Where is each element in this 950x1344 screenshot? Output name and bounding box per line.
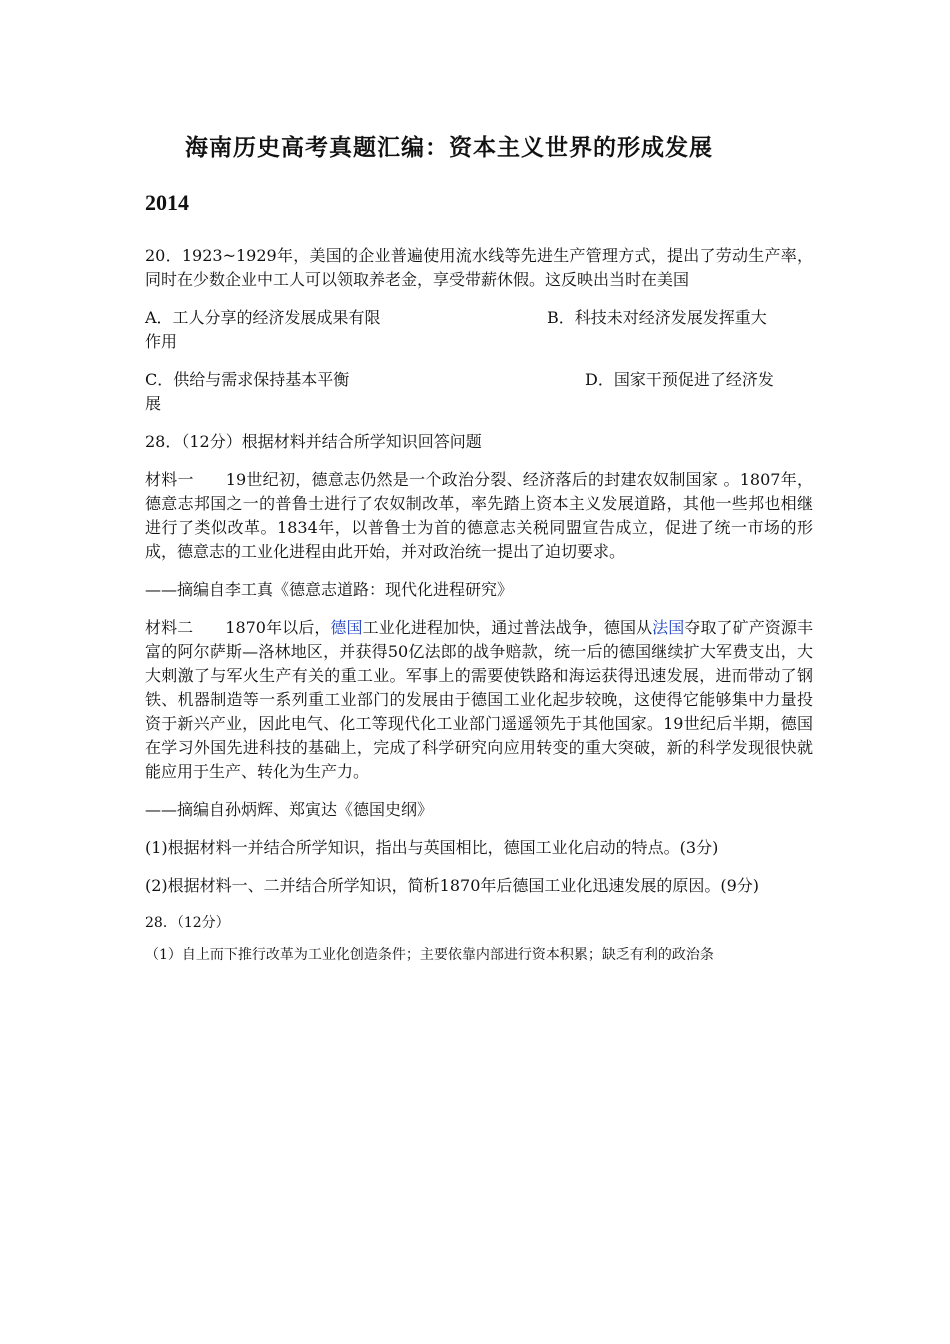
q20-option-d-wrap: 展 <box>145 394 162 413</box>
q28-source-1: ——摘编自李工真《德意志道路：现代化进程研究》 <box>145 580 514 599</box>
q28-material-1 <box>145 468 813 564</box>
answer-heading: 28．（12分） <box>145 915 230 931</box>
q20-stem: 20．1923~1929年，美国的企业普遍使用流水线等先进生产管理方式，提出了劳动生产率，同时在少数企业中工人可以领取养老金，享受带薪休假。这反映出当时在美国 <box>145 246 813 289</box>
q20-option-d: D．国家干预促进了经济发 <box>585 370 774 389</box>
q28-heading: 28．（12分）根据材料并结合所学知识回答问题 <box>145 432 482 451</box>
q28-sub-question-2: (2)根据材料一、二并结合所学知识，简析1870年后德国工业化迅速发展的原因。(9分) <box>145 876 760 895</box>
q20-option-b-wrap: 作用 <box>145 332 178 351</box>
q20-options-cd <box>145 368 813 416</box>
material-2-label: 材料二 <box>145 618 194 637</box>
document-page <box>145 128 813 976</box>
document-title: 海南历史高考真题汇编：资本主义世界的形成发展 <box>185 135 713 161</box>
link-france[interactable]: 法国 <box>652 618 685 637</box>
year-heading: 2014 <box>145 190 189 215</box>
link-germany[interactable]: 德国 <box>330 618 363 637</box>
q28-sub-question-1: (1)根据材料一并结合所学知识，指出与英国相比，德国工业化启动的特点。(3分) <box>145 838 719 857</box>
q20-option-a: A．工人分享的经济发展成果有限 <box>145 308 381 327</box>
answer-line-1: （1）自上而下推行改革为工业化创造条件；主要依靠内部进行资本积累；缺乏有利的政治条 <box>145 947 714 963</box>
q28-source-2: ——摘编自孙炳辉、郑寅达《德国史纲》 <box>145 800 434 819</box>
material-2-text-mid: 工业化进程加快，通过普法战争，德国从 <box>362 618 653 637</box>
q28-material-2 <box>145 616 813 784</box>
q20-options-ab <box>145 306 813 354</box>
q20-option-c: C．供给与需求保持基本平衡 <box>145 370 350 389</box>
material-2-text-post: 夺取了矿产资源丰富的阿尔萨斯—洛林地区，并获得50亿法郎的战争赔款，统一后的德国继续扩大军费支出，大大刺激了与军火生产有关的重工业。军事上的需要使铁路和海运获得迅速发展，进而带动了钢铁、机器制造等一系列重工业部门的发展由于德国工业化起步较晚，这使得它能够集中力量投资于新兴产业，因此电气、化工等现代化工业部门遥遥领先于其他国家。19世纪后半期，德国在学习外国先进科技的基础上，完成了科学研究向应用转变的重大突破，新的科学发现很快就能应用于生产、转化为生产力。 <box>145 618 813 781</box>
material-1-text: 19世纪初，德意志仍然是一个政治分裂、经济落后的封建农奴制国家 。1807年，德意志邦国之一的普鲁士进行了农奴制改革，率先踏上资本主义发展道路，其他一些邦也相继进行了类似改革。1834年，以普鲁士为首的德意志关税同盟宣告成立，促进了统一市场的形成，德意志的工业化进程由此开始，并对政治统一提出了迫切要求。 <box>145 470 813 561</box>
material-1-label: 材料一 <box>145 470 194 489</box>
q20-option-b: B．科技未对经济发展发挥重大 <box>547 308 767 327</box>
material-2-text-pre: 1870年以后， <box>225 618 331 637</box>
